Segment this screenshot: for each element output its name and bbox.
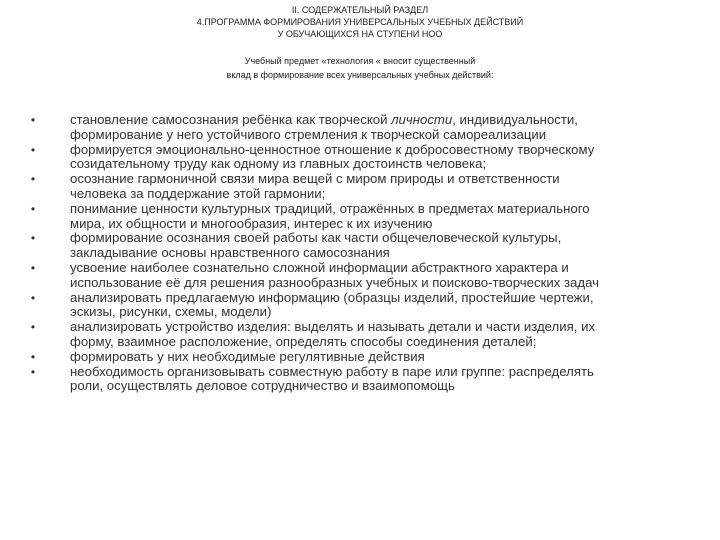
list-item <box>28 291 708 321</box>
bullet-icon: • <box>30 320 36 335</box>
intro-line-1: Учебный предмет «технология « вносит существенный <box>244 56 476 66</box>
bullet-icon: • <box>30 231 36 246</box>
bullet-icon: • <box>30 201 36 216</box>
list-item <box>28 202 708 232</box>
intro-text <box>0 54 720 82</box>
bullet-list <box>28 113 708 394</box>
list-item-line-1: анализировать предлагаемую информацию (образцы изделий, простейшие чертежи, <box>70 289 594 305</box>
bullet-icon: • <box>30 364 36 379</box>
emphasized-word: личности <box>391 112 453 127</box>
list-item-line-2: созидательному труду как одному из главных достоинств человека; <box>70 156 487 172</box>
list-item <box>28 320 708 350</box>
bullet-icon: • <box>30 142 36 157</box>
bullet-icon: • <box>30 349 36 364</box>
section-title: II. СОДЕРЖАТЕЛЬНЫЙ РАЗДЕЛ <box>291 5 429 15</box>
intro-line-2: вклад в формирование всех универсальных учебных действий: <box>226 70 494 80</box>
list-item-line-2: форму, взаимное расположение, определять способы соединения деталей; <box>70 333 537 349</box>
list-item <box>28 350 708 365</box>
list-item-line-2: формирование у него устойчивого стремления к творческой самореализации <box>70 126 547 142</box>
list-item-line-2: эскизы, рисунки, схемы, модели) <box>70 304 272 320</box>
program-subtitle: У ОБУЧАЮЩИХСЯ НА СТУПЕНИ НОО <box>277 29 443 39</box>
program-title: 4.ПРОГРАММА ФОРМИРОВАНИЯ УНИВЕРСАЛЬНЫХ УЧЕБНЫХ ДЕЙСТВИЙ <box>196 17 524 27</box>
list-item <box>28 365 708 395</box>
list-item-line-1: понимание ценности культурных традиций, отражённых в предметах материального <box>70 200 590 216</box>
bullet-icon: • <box>30 260 36 275</box>
bullet-icon: • <box>30 290 36 305</box>
list-item-line-2: закладывание основы нравственного самосознания <box>70 245 390 261</box>
list-item <box>28 113 708 143</box>
list-item-text: , индивидуальности, <box>452 112 578 127</box>
list-item-text: становление самосознания ребёнка как творческой <box>70 112 392 127</box>
bullet-icon: • <box>30 113 36 127</box>
list-item-line-1: осознание гармоничной связи мира вещей с миром природы и ответственности <box>70 171 560 187</box>
list-item-line-1: формировать у них необходимые регулятивные действия <box>70 348 425 364</box>
section-header <box>0 4 720 40</box>
list-item-line-1 <box>70 113 708 128</box>
list-item-line-2: мира, их общности и многообразия, интерес к их изучению <box>70 215 433 231</box>
list-item-line-2: роли, осуществлять деловое сотрудничество и взаимопомощь <box>70 378 455 394</box>
list-item-line-2: использование её для решения разнообразных учебных и поисково-творческих задач <box>70 274 599 290</box>
list-item-line-2: человека за поддержание этой гармонии; <box>70 185 326 201</box>
list-item-line-1: формируется эмоционально-ценностное отношение к добросовестному творческому <box>70 141 595 157</box>
list-item <box>28 172 708 202</box>
list-item <box>28 231 708 261</box>
list-item-line-1: необходимость организовывать совместную работу в паре или группе: распределять <box>70 363 594 379</box>
list-item <box>28 143 708 173</box>
list-item-line-1: анализировать устройство изделия: выделять и называть детали и части изделия, их <box>70 319 596 335</box>
list-item <box>28 261 708 291</box>
bullet-icon: • <box>30 172 36 187</box>
list-item-line-1: усвоение наиболее сознательно сложной информации абстрактного характера и <box>70 259 569 275</box>
list-item-line-1: формирование осознания своей работы как части общечеловеческой культуры, <box>70 230 562 246</box>
